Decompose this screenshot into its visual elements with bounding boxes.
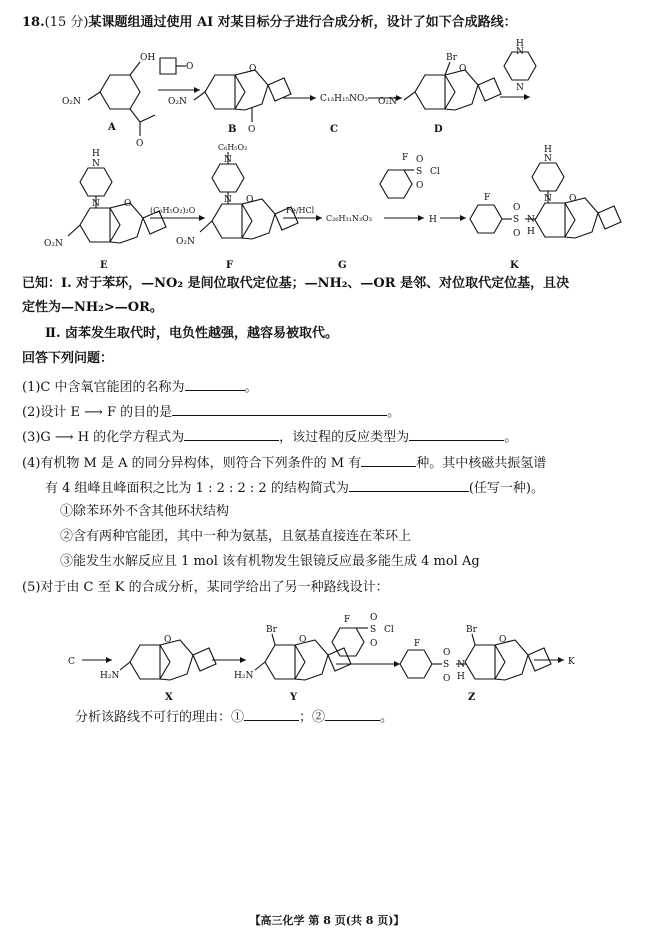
label-Z: Z	[468, 692, 476, 700]
subquestion-3	[22, 426, 517, 447]
q4-line2: 有 4 组峰且峰面积之比为 1 : 2 : 2 : 2 的结构简式为	[45, 481, 349, 496]
atom-o2n-a: O₂N	[62, 97, 81, 107]
atom-n-z: N	[457, 660, 465, 670]
structure-sulfonyl-chloride-2	[332, 628, 368, 656]
subquestion-4-line-2	[45, 477, 544, 498]
subquestion-5: (5)对于由 C 至 K 的合成分析，某同学给出了另一种路线设计：	[22, 580, 389, 595]
atom-oh: OH	[140, 53, 156, 63]
q1-blank[interactable]	[185, 376, 245, 391]
atom-o-cb: O	[186, 62, 194, 72]
atom-n-e-top: N	[92, 159, 100, 169]
atom-h-k: H	[527, 227, 535, 237]
q1-end: 。	[244, 380, 258, 395]
atom-o-b: O	[248, 125, 256, 135]
atom-h-pip: H	[516, 39, 524, 49]
atom-s-reagent: S	[416, 167, 423, 177]
scheme3-start-C: C	[68, 657, 75, 667]
atom-o-k-top: O	[513, 203, 521, 213]
structure-X	[120, 640, 216, 680]
label-G: G	[338, 260, 347, 271]
question-points: (15 分)	[44, 15, 89, 30]
atom-o2n-d: O₂N	[378, 97, 397, 107]
q5-blank-1[interactable]	[244, 706, 299, 721]
q3-blank-equation[interactable]	[184, 426, 279, 441]
subquestion-5-answer	[75, 706, 393, 727]
structure-cyclobutanone	[160, 58, 186, 74]
atom-n-k: N	[527, 215, 535, 225]
atom-f-z: F	[414, 639, 421, 649]
atom-n-f-top: N	[224, 155, 232, 165]
atom-s-reagent-2: S	[370, 625, 377, 635]
label-E: E	[100, 260, 108, 271]
question-number: 18.	[22, 15, 45, 30]
atom-f-k: F	[484, 193, 491, 203]
label-F: F	[226, 260, 234, 271]
atom-o2n-f: O₂N	[176, 237, 195, 247]
q5-answer: 分析该路线不可行的理由：①	[75, 710, 245, 725]
atom-o-reagent-bot: O	[416, 181, 424, 191]
structure-D	[404, 62, 501, 110]
atom-cl-reagent-2: Cl	[384, 625, 394, 635]
scheme3-end-K: K	[568, 657, 575, 667]
atom-o-f-ring: O	[246, 195, 254, 205]
atom-o2n-b: O₂N	[168, 97, 187, 107]
reagent-E-F: (C₆H₅O₂)₂O	[150, 206, 196, 215]
q4-line2-end: (任写一种)。	[468, 481, 544, 496]
atom-h2n-y: H₂N	[234, 671, 254, 681]
atom-h-e: H	[92, 149, 100, 159]
atom-o-a: O	[136, 139, 144, 149]
q4-mid: 种。其中核磁共振氢谱	[416, 456, 547, 471]
atom-o-z-ring: O	[499, 635, 507, 645]
atom-o-y-ring: O	[299, 635, 307, 645]
atom-o-d-ring: O	[459, 64, 467, 74]
structure-B	[194, 70, 291, 122]
q3-end: 。	[504, 430, 518, 445]
q3-mid: ，该过程的反应类型为	[279, 430, 410, 445]
atom-o-z-top: O	[443, 648, 451, 658]
condition-2: ②含有两种官能团，其中一种为氨基，且氨基直接连在苯环上	[60, 529, 412, 544]
q3-blank-type[interactable]	[409, 426, 504, 441]
atom-o2n-e: O₂N	[44, 239, 63, 249]
q2-text: (2)设计 E ⟶ F 的目的是	[22, 405, 173, 420]
q2-blank[interactable]	[172, 401, 387, 416]
q3-text: (3)G ⟶ H 的化学方程式为	[22, 430, 185, 445]
atom-o-reagent-2-top: O	[370, 613, 378, 623]
atom-o-z-bot: O	[443, 674, 451, 684]
q5-blank-2[interactable]	[325, 706, 380, 721]
atom-o-e-ring: O	[124, 199, 132, 209]
q5-end: 。	[380, 710, 394, 725]
atom-cl-reagent: Cl	[430, 167, 440, 177]
reagent-F-G: Fe/HCl	[286, 206, 315, 215]
subquestion-4	[22, 452, 546, 473]
page-footer: 【高三化学 第 8 页(共 8 页)】	[249, 914, 405, 927]
atom-o-x-ring: O	[164, 635, 172, 645]
subquestion-1	[22, 376, 258, 397]
known-label: 已知：	[22, 276, 62, 291]
formula-C: C₁₃H₁₅NO₃	[320, 94, 369, 104]
label-X: X	[165, 692, 173, 700]
substituent-F: C₆H₅O₂	[218, 143, 248, 152]
known-line-1	[22, 275, 569, 293]
condition-1: ①除苯环外不含其他环状结构	[60, 504, 230, 519]
atom-o-k-ring: O	[569, 194, 577, 204]
atom-s-k: S	[513, 215, 520, 225]
atom-n-e-bot: N	[92, 199, 100, 209]
condition-3: ③能发生水解反应且 1 mol 该有机物发生银镜反应最多能生成 4 mol Ag	[60, 554, 480, 569]
atom-br-z: Br	[466, 625, 477, 635]
label-H-arrow: H	[429, 215, 437, 225]
q5-sep: ；②	[299, 710, 326, 725]
label-C: C	[330, 124, 338, 135]
answer-prompt: 回答下列问题：	[22, 351, 114, 366]
label-D: D	[434, 124, 443, 135]
label-B: B	[228, 124, 237, 135]
structure-A	[88, 62, 155, 136]
known-1a: Ⅰ. 对于苯环，—NO₂ 是间位取代定位基；—NH₂、—OR 是邻、对位取代定位基，且决	[61, 276, 570, 291]
subquestion-2	[22, 401, 400, 422]
label-A: A	[108, 122, 116, 133]
atom-n-f-bot: N	[224, 195, 232, 205]
atom-s-z: S	[443, 660, 450, 670]
atom-n-pip-bot: N	[516, 83, 524, 93]
q4-blank-structure[interactable]	[349, 477, 469, 492]
q4-text: (4)有机物 M 是 A 的同分异构体，则符合下列条件的 M 有	[22, 456, 362, 471]
atom-o-reagent-2-bot: O	[370, 639, 378, 649]
label-Y: Y	[290, 692, 298, 700]
label-K: K	[510, 260, 519, 271]
q2-end: 。	[387, 405, 401, 420]
atom-br-y: Br	[266, 625, 277, 635]
known-line-3: Ⅱ. 卤苯发生取代时，电负性越强，越容易被取代。	[45, 326, 339, 341]
structure-Z	[400, 634, 551, 680]
atom-n-k-pip-top: N	[544, 154, 552, 164]
atom-h2n-x: H₂N	[100, 671, 120, 681]
atom-h-k-pip: H	[544, 145, 552, 155]
formula-G: C₂₆H₃₁N₃O₃	[326, 214, 372, 223]
structure-sulfonyl-chloride	[380, 170, 414, 198]
atom-br-d: Br	[446, 53, 457, 63]
atom-f-reagent-2: F	[344, 615, 351, 625]
known-line-2: 定性为—NH₂>—OR。	[22, 300, 163, 315]
atom-n-k-pip-bot: N	[544, 194, 552, 204]
atom-o-b-ring: O	[249, 64, 257, 74]
atom-f-reagent: F	[402, 153, 409, 163]
atom-o-k-bot: O	[513, 229, 521, 239]
q4-blank-count[interactable]	[361, 452, 416, 467]
atom-h-z: H	[457, 672, 465, 682]
atom-n-pip-top: N	[516, 47, 524, 57]
q1-text: (1)C 中含氧官能团的名称为	[22, 380, 185, 395]
question-stem: 某课题组通过使用 AI 对某目标分子进行合成分析，设计了如下合成路线：	[88, 15, 517, 30]
atom-o-reagent-top: O	[416, 155, 424, 165]
